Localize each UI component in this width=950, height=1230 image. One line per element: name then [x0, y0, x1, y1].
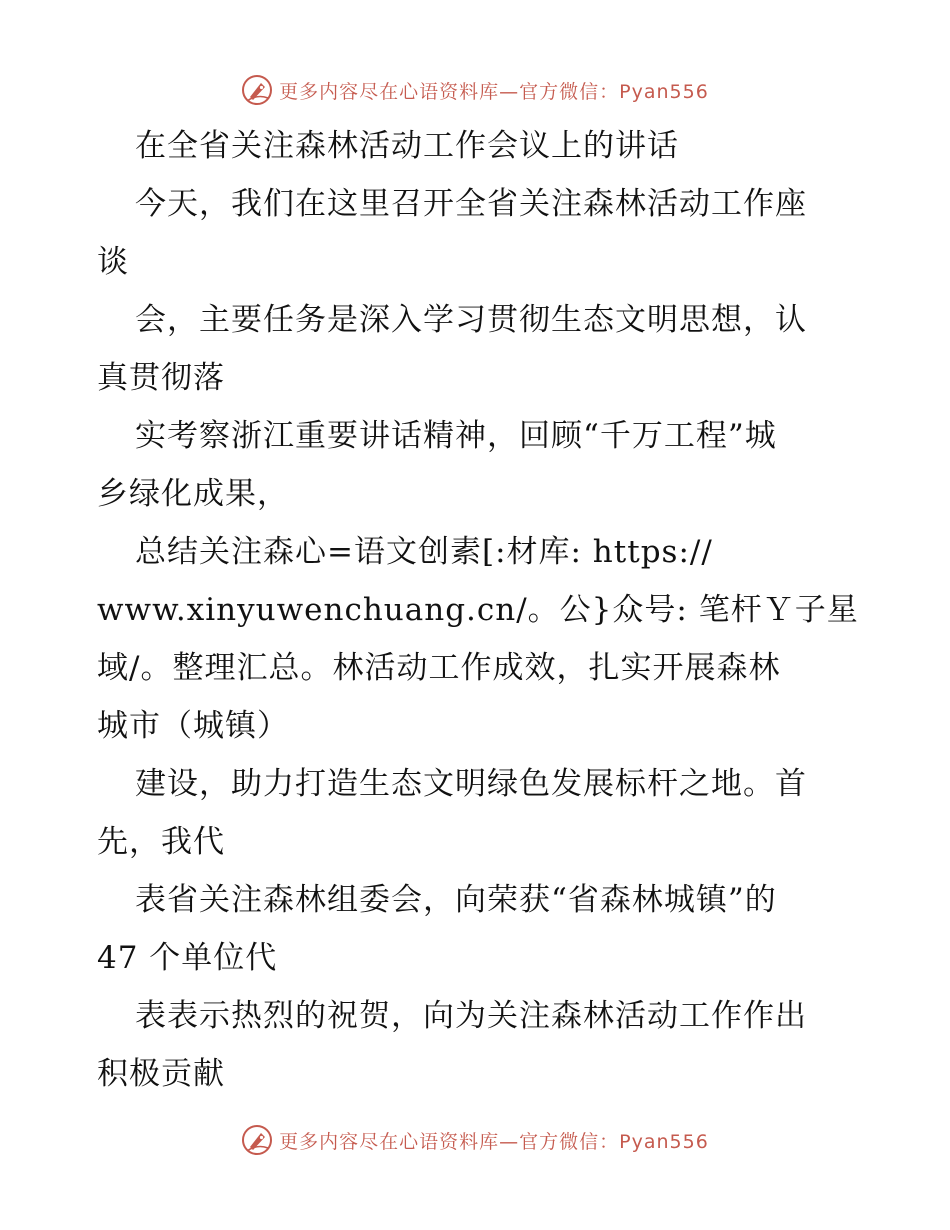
paragraph-line: 城市（城镇）: [97, 708, 289, 744]
pen-nib-logo-icon: [241, 1124, 273, 1156]
paragraph-line: 积极贡献: [97, 1056, 225, 1092]
paragraph-line: 乡绿化成果，: [97, 476, 289, 512]
paragraph-line: 总结关注森心=语文创素[:材库: https://: [135, 534, 713, 570]
paragraph-line: 域/。整理汇总。林活动工作成效，扎实开展森林: [97, 650, 781, 686]
footer-banner: [0, 1120, 950, 1160]
document-title: 在全省关注森林活动工作会议上的讲话: [135, 128, 679, 164]
paragraph-line: 真贯彻落: [97, 360, 225, 396]
paragraph-line: 今天，我们在这里召开全省关注森林活动工作座: [135, 186, 807, 222]
banner-text: 更多内容尽在心语资料库—官方微信：Pyan556: [279, 1130, 709, 1153]
paragraph-line: 47 个单位代: [97, 940, 278, 976]
pen-nib-logo-icon: [241, 74, 273, 106]
paragraph-line: 表省关注森林组委会，向荣获“省森林城镇”的: [135, 882, 777, 918]
paragraph-line: 实考察浙江重要讲话精神，回顾“千万工程”城: [135, 418, 777, 454]
paragraph-line: www.xinyuwenchuang.cn/。公}众号: 笔杆Ｙ子星: [97, 592, 859, 628]
paragraph-line: 先，我代: [97, 824, 225, 860]
paragraph-line: 会，主要任务是深入学习贯彻生态文明思想，认: [135, 302, 807, 338]
paragraph-line: 表表示热烈的祝贺，向为关注森林活动工作作出: [135, 998, 807, 1034]
paragraph-line: 建设，助力打造生态文明绿色发展标杆之地。首: [135, 766, 807, 802]
banner-text: 更多内容尽在心语资料库—官方微信：Pyan556: [279, 80, 709, 103]
paragraph-line: 谈: [97, 244, 129, 280]
header-banner: [0, 70, 950, 110]
document-body: [97, 117, 857, 1103]
